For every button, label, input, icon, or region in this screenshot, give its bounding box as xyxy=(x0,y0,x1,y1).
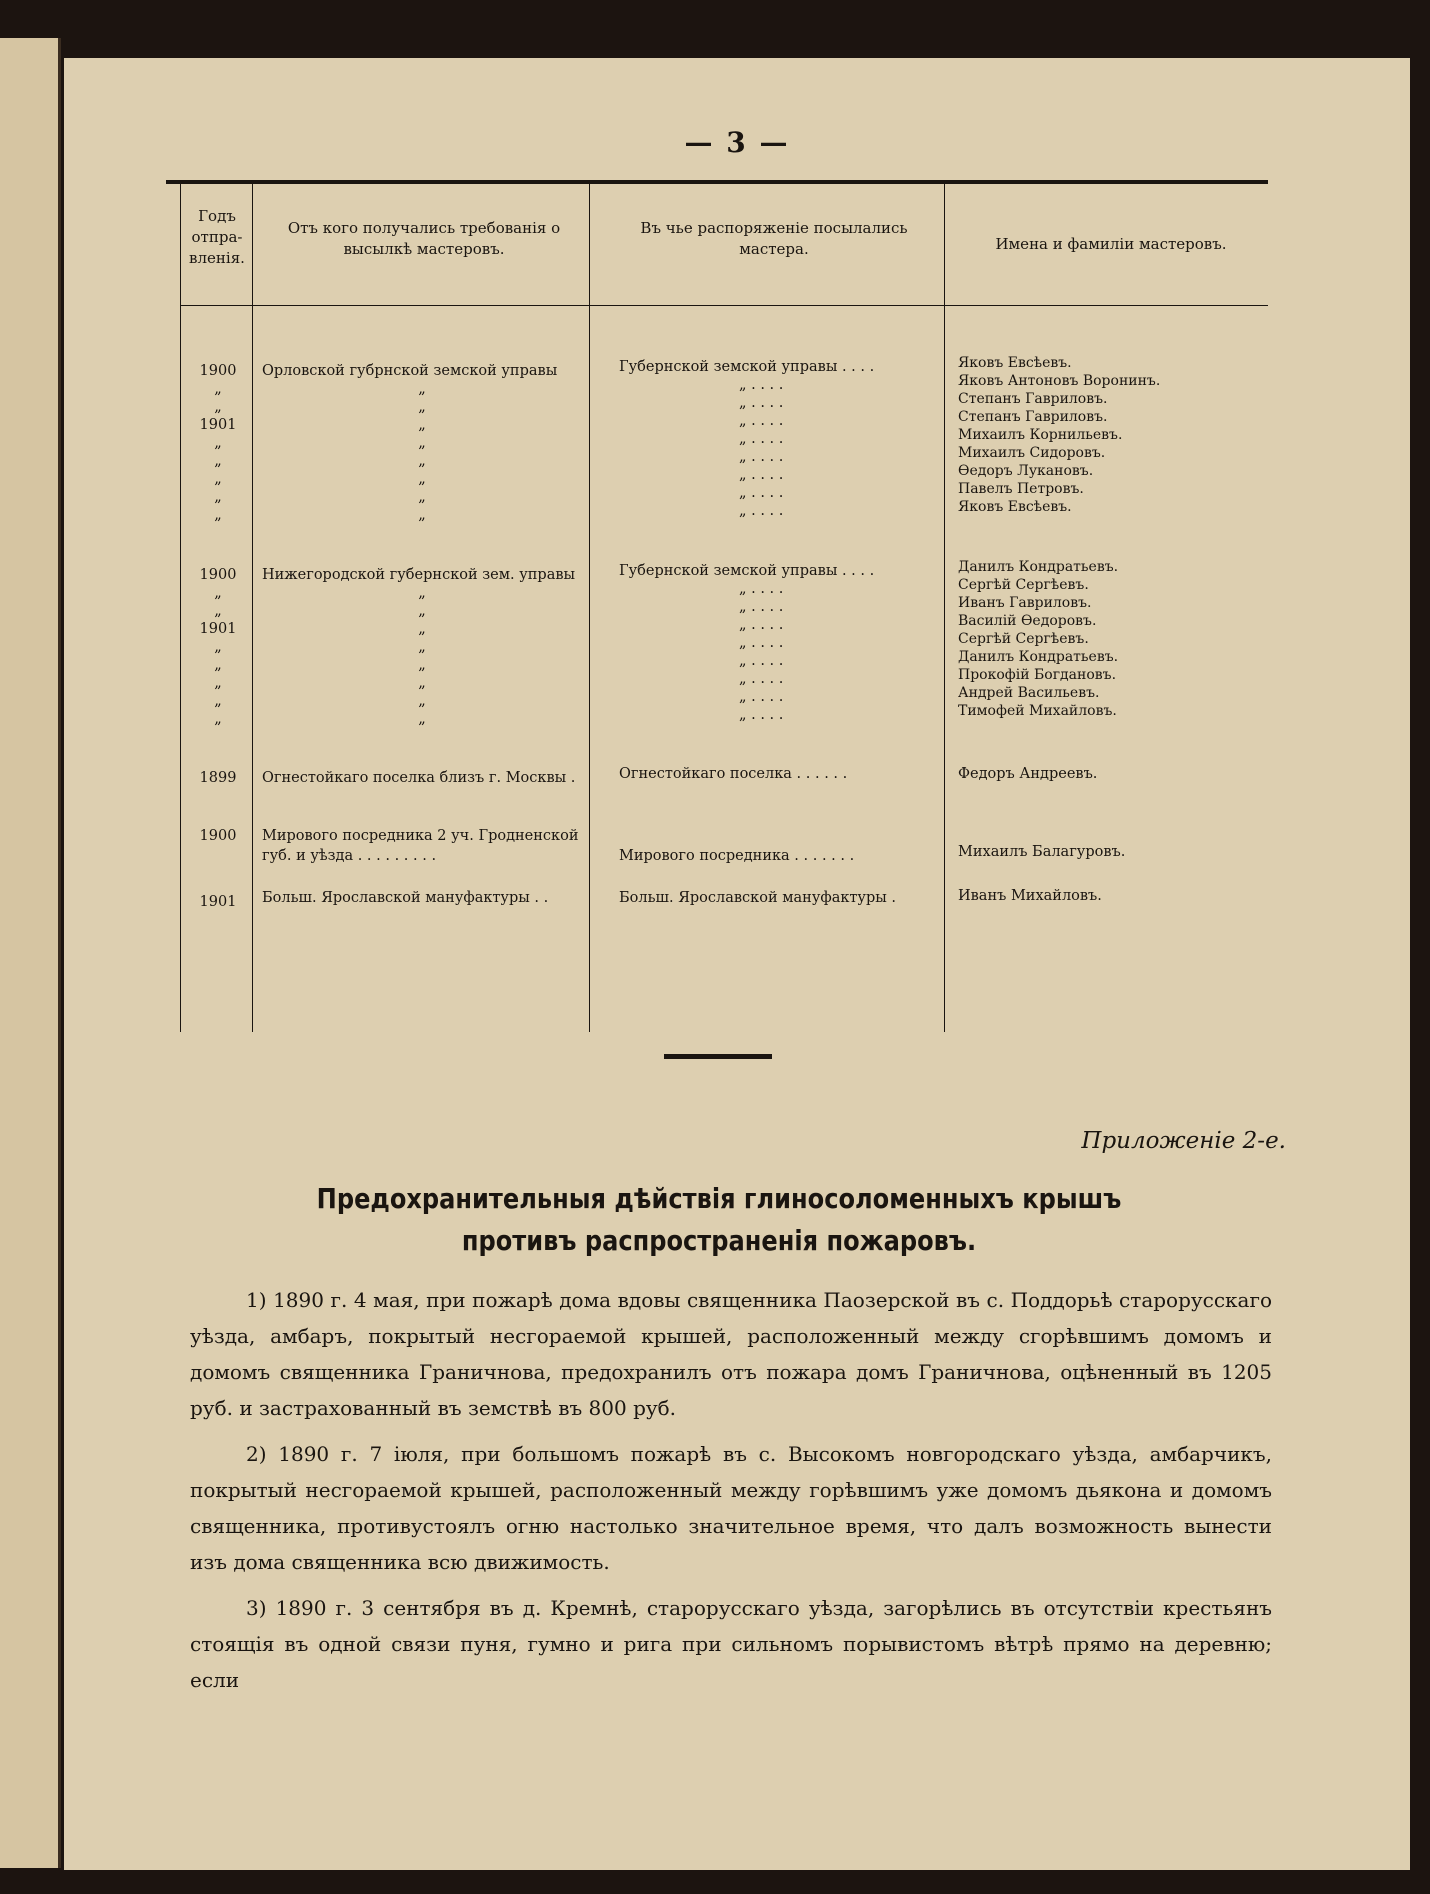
section-separator xyxy=(664,1054,772,1059)
header-to: Въ чье распоряженіе посылались мастера. xyxy=(640,219,908,258)
group1-from: Орловской губрнской земской управы „ „ „ „ „ „ „ „ xyxy=(262,363,558,523)
row-1901-to: Больш. Ярославской мануфактуры . xyxy=(619,890,897,906)
paragraph-1: 1) 1890 г. 4 мая, при пожарѣ дома вдовы священника Паозерской въ с. Поддорьѣ старорусскаго уѣзда, амбаръ, покрытый несгораемой крышей, расположенный между сгорѣвшимъ домомъ и домомъ священника Граничнова, предохранилъ отъ пожара домъ Граничнова, оцѣненный въ 1205 руб. и застрахованный въ земствѣ въ 800 руб. xyxy=(190,1288,1272,1420)
column-divider xyxy=(252,184,253,1032)
document-page xyxy=(64,58,1410,1870)
row-1899-year: 1899 xyxy=(199,770,237,786)
table-header-rule xyxy=(180,305,1268,306)
row-1899-to: Огнестойкаго поселка . . . . . . xyxy=(619,766,848,782)
page-number: — 3 — xyxy=(684,126,790,159)
row-1899-from: Огнестойкаго поселка близъ г. Москвы . xyxy=(262,770,576,786)
group1-years: 1900 „ „ 1901 „ „ „ „ „ xyxy=(199,363,237,523)
group2-to: Губернской земской управы . . . . „ . . . . „ . . . . „ . . . . „ . . . . „ . . . . „ . . . . „ . . . . „ . . . . xyxy=(619,563,875,723)
group2-names: Данилъ Кондратьевъ. Сергѣй Сергѣевъ. Иванъ Гавриловъ. Василій Өедоровъ. Сергѣй Сергѣевъ. Данилъ Кондратьевъ. Прокофій Богдановъ. Андрей Васильевъ. Тимофей Михайловъ. xyxy=(958,559,1119,719)
row-1901-name: Иванъ Михайловъ. xyxy=(958,888,1102,904)
section-heading: Предохранительныя дѣйствія глиносоломенныхъ крышъ противъ распространенія пожаровъ. xyxy=(316,1182,1122,1257)
row-1900-from-line1: Мирового посредника 2 уч. Гродненской xyxy=(262,828,579,844)
row-1901-year: 1901 xyxy=(199,894,237,910)
table-left-border xyxy=(180,184,181,1032)
paragraph-3: 3) 1890 г. 3 сентября въ д. Кремнѣ, старорусскаго уѣзда, загорѣлись въ отсутствіи крестьянъ стоящія въ одной связи пуня, гумно и рига при сильномъ порывистомъ вѣтрѣ прямо на деревню; если xyxy=(190,1596,1272,1692)
paragraph-2: 2) 1890 г. 7 іюля, при большомъ пожарѣ въ с. Высокомъ новгородскаго уѣзда, амбарчикъ, покрытый несгораемой крышей, расположенный между горѣвшимъ уже домомъ дьякона и домомъ священника, противустоялъ огню настолько значительное время, что далъ возможность вынести изъ дома священника всю движимость. xyxy=(190,1442,1272,1574)
row-1900-name: Михаилъ Балагуровъ. xyxy=(958,844,1126,860)
group1-names: Яковъ Евсѣевъ. Яковъ Антоновъ Воронинъ. Степанъ Гавриловъ. Степанъ Гавриловъ. Михаилъ Корнильевъ. Михаилъ Сидоровъ. Өедоръ Лукановъ. Павелъ Петровъ. Яковъ Евсѣевъ. xyxy=(958,355,1161,515)
group2-years: 1900 „ „ 1901 „ „ „ „ „ xyxy=(199,567,237,727)
row-1900-year: 1900 xyxy=(199,828,237,844)
column-divider xyxy=(589,184,590,1032)
body-text xyxy=(190,1282,1272,1708)
header-year: Годъ отпра- вленія. xyxy=(189,207,245,267)
row-1900-from-line2: губ. и уѣзда . . . . . . . . . xyxy=(262,848,437,864)
row-1901-from: Больш. Ярославской мануфактуры . . xyxy=(262,890,549,906)
appendix-label: Приложеніе 2-е. xyxy=(1081,1128,1286,1154)
row-1900-to: Мирового посредника . . . . . . . xyxy=(619,848,855,864)
adjacent-page-edge xyxy=(0,38,61,1868)
row-1899-name: Федоръ Андреевъ. xyxy=(958,766,1098,782)
table-top-rule xyxy=(166,180,1268,184)
group1-to: Губернской земской управы . . . . „ . . . . „ . . . . „ . . . . „ . . . . „ . . . . „ . . . . „ . . . . „ . . . . xyxy=(619,359,875,519)
header-names: Имена и фамиліи мастеровъ. xyxy=(995,235,1227,253)
group2-from: Нижегородской губернской зем. управы „ „ „ „ „ „ „ „ xyxy=(262,567,576,727)
header-from: Отъ кого получались требованія о высылкѣ мастеровъ. xyxy=(287,219,561,258)
